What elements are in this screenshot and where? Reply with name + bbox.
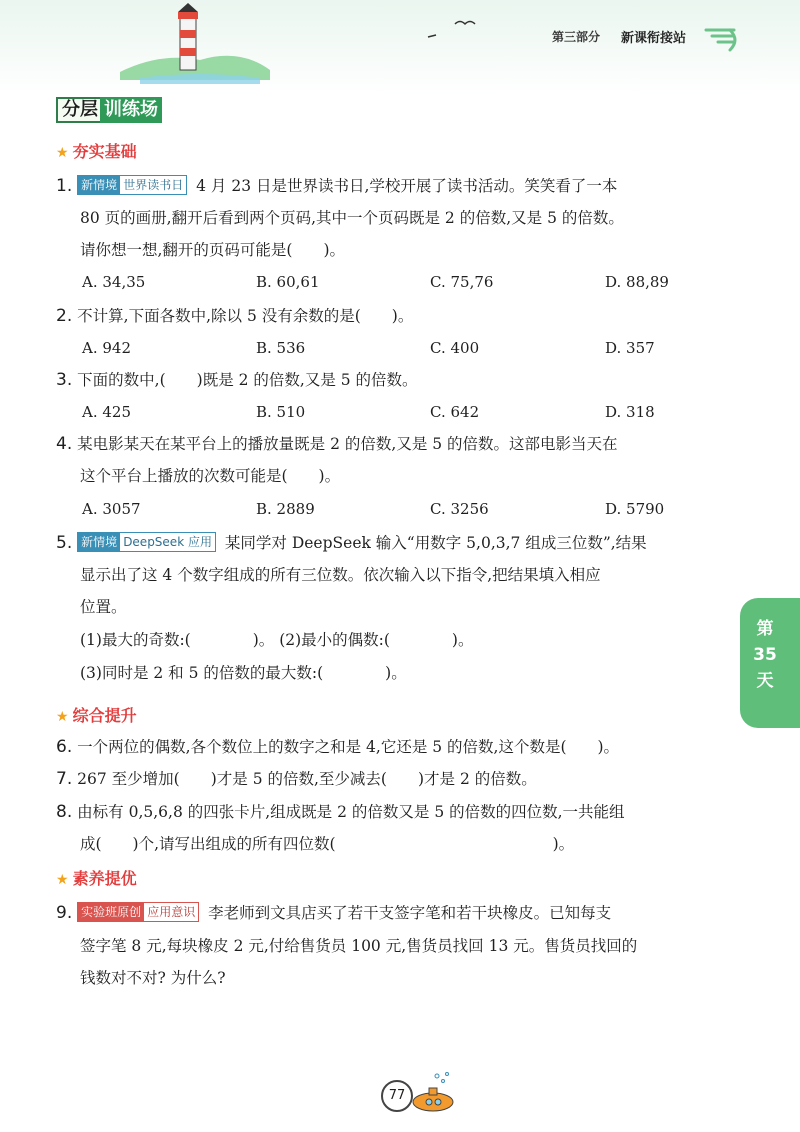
question-tag <box>77 902 199 922</box>
question-text: 某同学对 DeepSeek 输入“用数字 5,0,3,7 组成三位数”,结果 <box>224 534 647 552</box>
section-title <box>56 97 162 123</box>
question-number: 2. <box>56 306 73 326</box>
tag-sublabel: 世界读书日 <box>120 176 186 194</box>
tag-label: 新情境 <box>78 533 120 551</box>
tag-label: 新情境 <box>78 176 120 194</box>
question-number: 7. <box>56 769 73 789</box>
question-1-line-1 <box>56 174 617 198</box>
question-number: 3. <box>56 370 73 390</box>
tag-sublabel: DeepSeek 应用 <box>120 533 215 551</box>
question-2-option-c[interactable]: C. 400 <box>430 339 480 357</box>
header-banner <box>0 0 800 95</box>
subhead-basic <box>56 139 137 162</box>
question-2-line-1 <box>56 304 413 328</box>
question-6-line-1 <box>56 735 619 759</box>
question-4-option-b[interactable]: B. 2889 <box>256 500 315 518</box>
question-1-option-a[interactable]: A. 34,35 <box>82 273 146 291</box>
day-side-tab <box>740 598 800 728</box>
question-9-line-3: 钱数对不对? 为什么? <box>80 969 226 987</box>
question-2-option-d[interactable]: D. 357 <box>605 339 655 357</box>
subhead-label: 综合提升 <box>72 706 137 725</box>
question-7-line-1 <box>56 767 537 791</box>
question-text: 不计算,下面各数中,除以 5 没有余数的是( )。 <box>77 307 414 325</box>
question-number: 9. <box>56 903 73 923</box>
question-5-line-1 <box>56 531 647 555</box>
question-9-line-1 <box>56 901 611 925</box>
question-3-option-b[interactable]: B. 510 <box>256 403 306 421</box>
question-4-line-1 <box>56 432 618 456</box>
question-4-option-a[interactable]: A. 3057 <box>82 500 141 518</box>
page-number: 77 <box>381 1080 413 1112</box>
star-icon: ★ <box>56 709 69 725</box>
tag-sublabel: 应用意识 <box>144 903 198 921</box>
question-number: 8. <box>56 802 73 822</box>
star-icon: ★ <box>56 145 69 161</box>
page-header <box>0 0 800 95</box>
question-8-line-2: 成( )个,请写出组成的所有四位数( )。 <box>80 835 575 853</box>
question-5-line-2: 显示出了这 4 个数字组成的所有三位数。依次输入以下指令,把结果填入相应 <box>80 566 601 584</box>
question-text: 某电影某天在某平台上的播放量既是 2 的倍数,又是 5 的倍数。这部电影当天在 <box>77 435 618 453</box>
question-text: 由标有 0,5,6,8 的四张卡片,组成既是 2 的倍数又是 5 的倍数的四位数,一共能组 <box>77 803 625 821</box>
question-number: 1. <box>56 176 73 196</box>
question-text: 4 月 23 日是世界读书日,学校开展了读书活动。笑笑看了一本 <box>196 177 618 195</box>
section-title-part2: 训练场 <box>100 97 162 123</box>
station-label: 新课衔接站 <box>621 31 687 46</box>
question-1-line-3: 请你想一想,翻开的页码可能是( )。 <box>80 241 346 259</box>
lighthouse-icon <box>178 3 198 70</box>
question-4-option-d[interactable]: D. 5790 <box>605 500 665 518</box>
question-5-line-3: 位置。 <box>80 598 127 616</box>
question-text: 李老师到文具店买了若干支签字笔和若干块橡皮。已知每支 <box>208 904 612 922</box>
question-4-option-c[interactable]: C. 3256 <box>430 500 489 518</box>
question-number: 4. <box>56 434 73 454</box>
subhead-improve <box>56 703 137 726</box>
question-number: 6. <box>56 737 73 757</box>
question-3-option-d[interactable]: D. 318 <box>605 403 655 421</box>
question-number: 5. <box>56 533 73 553</box>
day-side-tab-label: 第35天 <box>753 619 777 691</box>
question-text: 267 至少增加( )才是 5 的倍数,至少减去( )才是 2 的倍数。 <box>77 770 537 788</box>
question-1-option-c[interactable]: C. 75,76 <box>430 273 494 291</box>
question-tag <box>77 532 216 552</box>
star-icon: ★ <box>56 872 69 888</box>
part-label: 第三部分 <box>552 30 601 44</box>
question-1-option-d[interactable]: D. 88,89 <box>605 273 669 291</box>
section-title-part1: 分层 <box>56 97 100 123</box>
submarine-icon <box>405 1068 465 1118</box>
subhead-advance <box>56 866 137 889</box>
question-9-line-2: 签字笔 8 元,每块橡皮 2 元,付给售货员 100 元,售货员找回 13 元。售货员找回的 <box>80 937 638 955</box>
question-8-line-1 <box>56 800 625 824</box>
question-3-option-c[interactable]: C. 642 <box>430 403 480 421</box>
question-1-line-2: 80 页的画册,翻开后看到两个页码,其中一个页码既是 2 的倍数,又是 5 的倍数。 <box>80 209 624 227</box>
question-2-option-b[interactable]: B. 536 <box>256 339 306 357</box>
question-3-option-a[interactable]: A. 425 <box>82 403 131 421</box>
question-5-line-4: (1)最大的奇数:( )。 (2)最小的偶数:( )。 <box>80 631 474 649</box>
subhead-label: 素养提优 <box>72 869 137 888</box>
question-4-line-2: 这个平台上播放的次数可能是( )。 <box>80 467 341 485</box>
question-1-option-b[interactable]: B. 60,61 <box>256 273 320 291</box>
question-2-option-a[interactable]: A. 942 <box>82 339 131 357</box>
question-5-line-5: (3)同时是 2 和 5 的倍数的最大数:( )。 <box>80 664 407 682</box>
question-tag <box>77 175 187 195</box>
subhead-label: 夯实基础 <box>72 142 137 161</box>
question-3-line-1 <box>56 368 418 392</box>
tag-label: 实验班原创 <box>78 903 144 921</box>
question-text: 下面的数中,( )既是 2 的倍数,又是 5 的倍数。 <box>77 371 418 389</box>
question-text: 一个两位的偶数,各个数位上的数字之和是 4,它还是 5 的倍数,这个数是( )。 <box>77 738 620 756</box>
